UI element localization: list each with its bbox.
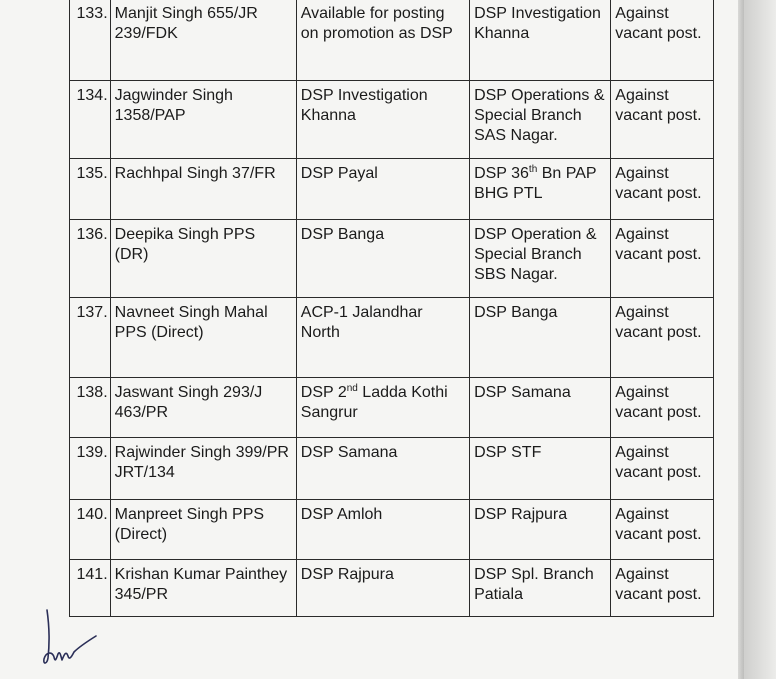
new-posting: DSP Banga xyxy=(470,298,611,378)
new-posting: DSP Rajpura xyxy=(470,500,611,560)
serial-number: 141. xyxy=(70,560,111,617)
current-posting: DSP Amloh xyxy=(296,500,469,560)
table-row xyxy=(70,81,714,159)
remarks: Against vacant post. xyxy=(611,0,714,81)
table-row xyxy=(70,220,714,298)
remarks: Against vacant post. xyxy=(611,220,714,298)
officer-name: Krishan Kumar Painthey 345/PR xyxy=(110,560,296,617)
new-posting: DSP Investigation Khanna xyxy=(470,0,611,81)
serial-number: 135. xyxy=(70,159,111,220)
officer-name: Manpreet Singh PPS (Direct) xyxy=(110,500,296,560)
new-posting: DSP 36th Bn PAP BHG PTL xyxy=(470,159,611,220)
current-posting: DSP Banga xyxy=(296,220,469,298)
officer-name: Manjit Singh 655/JR 239/FDK xyxy=(110,0,296,81)
officer-name: Rajwinder Singh 399/PR JRT/134 xyxy=(110,438,296,500)
table-row xyxy=(70,159,714,220)
serial-number: 133. xyxy=(70,0,111,81)
current-posting: Available for posting on promotion as DSP xyxy=(296,0,469,81)
remarks: Against vacant post. xyxy=(611,378,714,438)
serial-number: 140. xyxy=(70,500,111,560)
serial-number: 136. xyxy=(70,220,111,298)
new-posting: DSP Samana xyxy=(470,378,611,438)
remarks: Against vacant post. xyxy=(611,159,714,220)
officer-name: Jaswant Singh 293/J 463/PR xyxy=(110,378,296,438)
table-row xyxy=(70,500,714,560)
remarks: Against vacant post. xyxy=(611,438,714,500)
remarks: Against vacant post. xyxy=(611,560,714,617)
new-posting: DSP Operations & Special Branch SAS Nagar. xyxy=(470,81,611,159)
handwritten-signature xyxy=(38,602,102,672)
officer-name: Jagwinder Singh 1358/PAP xyxy=(110,81,296,159)
current-posting: DSP 2nd Ladda Kothi Sangrur xyxy=(296,378,469,438)
current-posting: DSP Rajpura xyxy=(296,560,469,617)
background-shadow xyxy=(744,0,776,679)
table-row xyxy=(70,560,714,617)
posting-table xyxy=(69,0,714,617)
officer-name: Navneet Singh Mahal PPS (Direct) xyxy=(110,298,296,378)
remarks: Against vacant post. xyxy=(611,81,714,159)
officer-name: Rachhpal Singh 37/FR xyxy=(110,159,296,220)
current-posting: DSP Samana xyxy=(296,438,469,500)
table-row xyxy=(70,378,714,438)
current-posting: DSP Payal xyxy=(296,159,469,220)
serial-number: 139. xyxy=(70,438,111,500)
table-row xyxy=(70,298,714,378)
remarks: Against vacant post. xyxy=(611,500,714,560)
serial-number: 134. xyxy=(70,81,111,159)
table-row xyxy=(70,0,714,81)
table-row xyxy=(70,438,714,500)
serial-number: 137. xyxy=(70,298,111,378)
officer-name: Deepika Singh PPS (DR) xyxy=(110,220,296,298)
new-posting: DSP Spl. Branch Patiala xyxy=(470,560,611,617)
current-posting: ACP-1 Jalandhar North xyxy=(296,298,469,378)
remarks: Against vacant post. xyxy=(611,298,714,378)
new-posting: DSP Operation & Special Branch SBS Nagar. xyxy=(470,220,611,298)
serial-number: 138. xyxy=(70,378,111,438)
current-posting: DSP Investigation Khanna xyxy=(296,81,469,159)
new-posting: DSP STF xyxy=(470,438,611,500)
